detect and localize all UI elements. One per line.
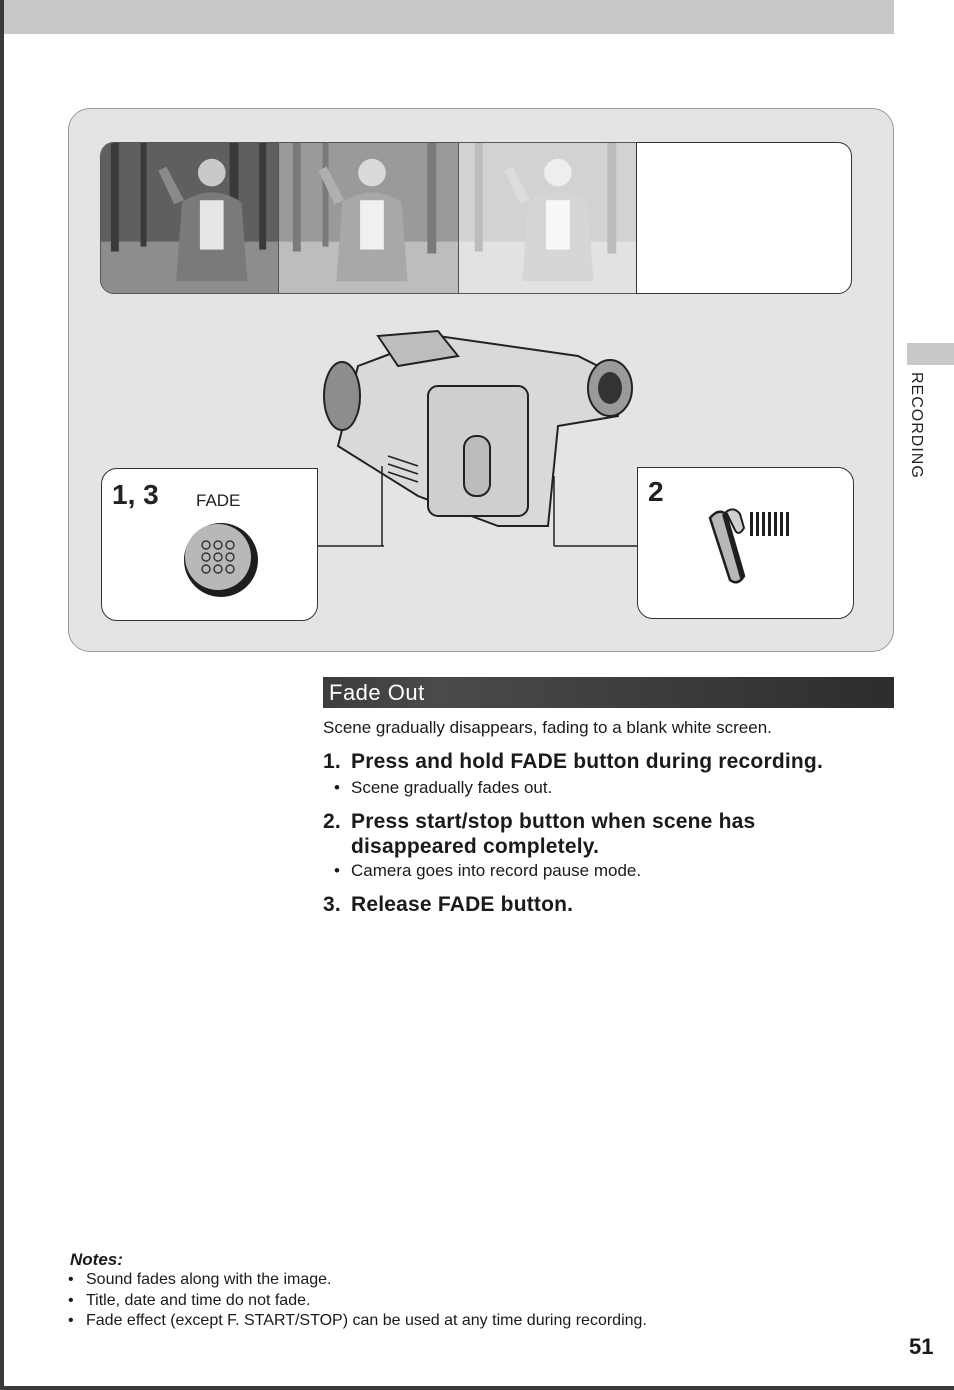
fade-sequence xyxy=(100,142,852,296)
page-number: 51 xyxy=(909,1334,934,1359)
start-stop-button-icon xyxy=(704,498,794,588)
step-number: 3. xyxy=(323,893,341,916)
section-side-label: RECORDING xyxy=(908,372,925,479)
fade-frame-2-photo xyxy=(278,142,460,294)
fade-frame-1-photo xyxy=(100,142,280,294)
step-number: 1. xyxy=(323,750,341,773)
section-title: Fade Out xyxy=(329,680,425,705)
callout-step-number: 1, 3 xyxy=(112,479,159,510)
page-left-rule xyxy=(0,0,4,1390)
step-number: 2. xyxy=(323,810,341,833)
note-item: • Title, date and time do not fade. xyxy=(68,1292,310,1310)
camcorder-illustration xyxy=(318,326,636,546)
fade-frame-3-photo xyxy=(458,142,640,294)
fade-button-icon xyxy=(182,521,260,599)
fade-button-label: FADE xyxy=(196,491,241,510)
step-1 xyxy=(323,750,823,774)
step-text: Release FADE button. xyxy=(351,893,574,916)
start-stop-callout xyxy=(637,467,854,619)
step-2-bullet: • Camera goes into record pause mode. xyxy=(334,861,641,881)
section-side-tab xyxy=(907,343,954,365)
callout-leader-lines xyxy=(316,544,640,548)
callout-step-number: 2 xyxy=(648,476,664,507)
page-top-band xyxy=(4,0,894,34)
section-title-bar xyxy=(323,677,894,708)
note-item: • Sound fades along with the image. xyxy=(68,1271,332,1289)
section-intro: Scene gradually disappears, fading to a blank white screen. xyxy=(323,718,772,737)
step-2 xyxy=(323,810,755,834)
fade-frame-4-blank xyxy=(636,142,852,294)
step-text: Press and hold FADE button during recording. xyxy=(351,750,823,773)
step-2-continued: disappeared completely. xyxy=(351,835,600,858)
note-item: • Fade effect (except F. START/STOP) can be used at any time during recording. xyxy=(68,1312,647,1330)
step-1-bullet: • Scene gradually fades out. xyxy=(334,778,552,798)
step-3 xyxy=(323,893,573,917)
page-bottom-rule xyxy=(0,1386,954,1390)
fade-button-callout xyxy=(101,468,318,621)
step-text: Press start/stop button when scene has xyxy=(351,810,756,833)
notes-title: Notes: xyxy=(70,1250,123,1269)
